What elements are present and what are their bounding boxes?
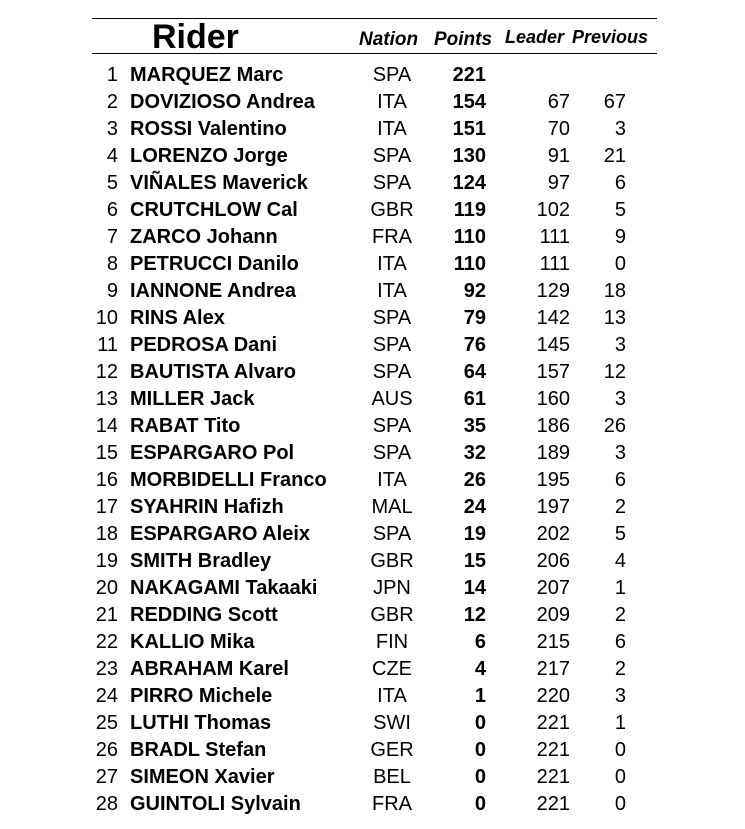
rider-name: SIMEON Xavier <box>130 766 275 788</box>
rider-gap-to-previous: 0 <box>614 739 626 761</box>
rider-position: 27 <box>95 766 118 788</box>
rider-points: 6 <box>474 631 486 653</box>
rider-name: DOVIZIOSO Andrea <box>130 91 315 113</box>
rider-name: REDDING Scott <box>130 604 278 626</box>
rider-gap-to-previous: 5 <box>614 199 626 221</box>
rider-gap-to-previous: 12 <box>603 361 626 383</box>
table-row <box>0 575 745 602</box>
rider-gap-to-previous: 18 <box>603 280 626 302</box>
column-header-points: Points <box>434 29 493 50</box>
rider-gap-to-leader: 111 <box>539 253 570 275</box>
rider-nation: JPN <box>373 577 411 599</box>
rider-gap-to-leader: 197 <box>536 496 570 518</box>
rider-position: 4 <box>106 145 118 167</box>
rider-points: 124 <box>452 172 486 194</box>
rider-position: 21 <box>95 604 118 626</box>
rider-nation: FRA <box>372 793 412 815</box>
rider-gap-to-leader: 221 <box>536 766 570 788</box>
rider-points: 151 <box>452 118 486 140</box>
rider-gap-to-previous: 26 <box>603 415 626 437</box>
rider-gap-to-leader: 195 <box>536 469 570 491</box>
rider-name: RINS Alex <box>130 307 225 329</box>
rider-points: 154 <box>452 91 486 113</box>
rider-position: 12 <box>95 361 118 383</box>
rider-gap-to-previous: 9 <box>614 226 626 248</box>
table-row <box>0 278 745 305</box>
rider-nation: GER <box>370 739 414 761</box>
table-row <box>0 521 745 548</box>
table-row <box>0 791 745 818</box>
rider-name: ESPARGARO Pol <box>130 442 295 464</box>
rider-gap-to-previous: 3 <box>614 442 626 464</box>
rider-name: LORENZO Jorge <box>130 145 288 167</box>
rider-gap-to-leader: 129 <box>536 280 570 302</box>
rider-gap-to-previous: 5 <box>614 523 626 545</box>
rider-position: 3 <box>106 118 118 140</box>
rider-gap-to-leader: 67 <box>547 91 570 113</box>
rider-gap-to-leader: 220 <box>536 685 570 707</box>
table-row <box>0 251 745 278</box>
rider-nation: ITA <box>377 91 407 113</box>
table-row <box>0 710 745 737</box>
rider-gap-to-previous: 21 <box>603 145 626 167</box>
rider-points: 26 <box>463 469 486 491</box>
rider-nation: FRA <box>372 226 412 248</box>
rider-position: 20 <box>95 577 118 599</box>
rider-gap-to-previous: 2 <box>614 604 626 626</box>
rider-points: 0 <box>474 793 486 815</box>
rider-points: 19 <box>463 523 486 545</box>
rider-points: 221 <box>452 64 486 86</box>
column-header-rider: Rider <box>152 18 239 56</box>
rider-gap-to-previous: 0 <box>614 766 626 788</box>
rider-name: ZARCO Johann <box>130 226 278 248</box>
rider-position: 6 <box>106 199 118 221</box>
rider-nation: ITA <box>377 253 407 275</box>
rider-name: BAUTISTA Alvaro <box>130 361 296 383</box>
rider-position: 2 <box>106 91 118 113</box>
rider-name: PETRUCCI Danilo <box>130 253 299 275</box>
rider-gap-to-previous: 6 <box>614 631 626 653</box>
rider-position: 7 <box>106 226 118 248</box>
rider-nation: SPA <box>372 145 412 167</box>
rider-gap-to-leader: 102 <box>536 199 570 221</box>
rider-gap-to-previous: 0 <box>614 793 626 815</box>
rider-gap-to-previous: 2 <box>614 658 626 680</box>
rider-position: 14 <box>95 415 118 437</box>
rider-nation: CZE <box>372 658 412 680</box>
rider-nation: SPA <box>372 523 412 545</box>
rider-position: 5 <box>106 172 118 194</box>
rider-points: 79 <box>463 307 486 329</box>
rider-nation: ITA <box>377 685 407 707</box>
rider-nation: SPA <box>372 307 412 329</box>
rider-gap-to-leader: 206 <box>536 550 570 572</box>
rider-name: RABAT Tito <box>130 415 241 437</box>
rider-gap-to-leader: 221 <box>536 793 570 815</box>
rider-gap-to-previous: 3 <box>614 685 626 707</box>
table-row <box>0 224 745 251</box>
rider-nation: SPA <box>372 442 412 464</box>
rider-position: 11 <box>97 334 118 356</box>
rider-name: MILLER Jack <box>130 388 255 410</box>
rider-points: 119 <box>453 199 486 221</box>
rider-points: 32 <box>463 442 486 464</box>
table-row <box>0 683 745 710</box>
rider-name: PIRRO Michele <box>130 685 273 707</box>
rider-gap-to-leader: 221 <box>536 712 570 734</box>
rider-gap-to-previous: 13 <box>603 307 626 329</box>
rider-gap-to-leader: 157 <box>536 361 570 383</box>
rider-gap-to-leader: 91 <box>547 145 570 167</box>
rider-gap-to-leader: 221 <box>536 739 570 761</box>
rider-position: 13 <box>95 388 118 410</box>
rider-gap-to-leader: 186 <box>536 415 570 437</box>
rider-name: IANNONE Andrea <box>130 280 296 302</box>
standings-table-body <box>0 62 745 818</box>
rider-nation: SPA <box>372 334 412 356</box>
table-row <box>0 737 745 764</box>
rider-position: 17 <box>95 496 118 518</box>
rider-name: NAKAGAMI Takaaki <box>130 577 318 599</box>
rider-nation: GBR <box>370 199 414 221</box>
rider-points: 24 <box>463 496 486 518</box>
rider-position: 8 <box>106 253 118 275</box>
rider-name: BRADL Stefan <box>130 739 267 761</box>
rider-name: GUINTOLI Sylvain <box>130 793 301 815</box>
rider-nation: ITA <box>377 469 407 491</box>
rider-points: 0 <box>474 712 486 734</box>
rider-gap-to-leader: 209 <box>536 604 570 626</box>
rider-position: 16 <box>95 469 118 491</box>
rider-gap-to-leader: 145 <box>536 334 570 356</box>
rider-points: 110 <box>453 226 486 248</box>
rider-points: 61 <box>463 388 486 410</box>
table-row <box>0 170 745 197</box>
rider-name: MARQUEZ Marc <box>130 64 284 86</box>
rider-nation: GBR <box>370 550 414 572</box>
rider-nation: SWI <box>373 712 411 734</box>
rider-gap-to-leader: 215 <box>536 631 570 653</box>
rider-name: KALLIO Mika <box>130 631 255 653</box>
rider-name: SMITH Bradley <box>130 550 272 572</box>
rider-name: LUTHI Thomas <box>130 712 272 734</box>
table-row <box>0 89 745 116</box>
rider-gap-to-previous: 6 <box>614 469 626 491</box>
table-row <box>0 413 745 440</box>
table-row <box>0 197 745 224</box>
rider-nation: FIN <box>375 631 409 653</box>
rider-name: ROSSI Valentino <box>130 118 287 140</box>
table-row <box>0 62 745 89</box>
rider-position: 1 <box>106 64 118 86</box>
rider-position: 22 <box>95 631 118 653</box>
rider-points: 130 <box>452 145 486 167</box>
rider-name: PEDROSA Dani <box>130 334 278 356</box>
rider-gap-to-leader: 142 <box>536 307 570 329</box>
rider-nation: GBR <box>370 604 414 626</box>
rider-name: MORBIDELLI Franco <box>130 469 327 491</box>
rider-nation: MAL <box>371 496 413 518</box>
rider-points: 0 <box>474 766 486 788</box>
rider-points: 4 <box>474 658 486 680</box>
rider-gap-to-previous: 67 <box>603 91 626 113</box>
rider-gap-to-previous: 1 <box>614 577 626 599</box>
table-row <box>0 386 745 413</box>
rider-gap-to-previous: 3 <box>614 118 626 140</box>
table-row <box>0 656 745 683</box>
table-row <box>0 116 745 143</box>
rider-position: 9 <box>106 280 118 302</box>
rider-gap-to-previous: 3 <box>614 388 626 410</box>
rider-gap-to-previous: 6 <box>614 172 626 194</box>
rider-gap-to-leader: 160 <box>536 388 570 410</box>
rider-nation: SPA <box>372 172 412 194</box>
rider-position: 25 <box>95 712 118 734</box>
rider-position: 19 <box>95 550 118 572</box>
rider-nation: ITA <box>377 280 407 302</box>
rider-points: 110 <box>453 253 486 275</box>
rider-nation: AUS <box>371 388 413 410</box>
rider-gap-to-leader: 70 <box>547 118 570 140</box>
table-row <box>0 629 745 656</box>
rider-name: CRUTCHLOW Cal <box>130 199 298 221</box>
table-row <box>0 359 745 386</box>
rider-points: 76 <box>463 334 486 356</box>
rider-gap-to-previous: 2 <box>614 496 626 518</box>
rider-gap-to-previous: 4 <box>614 550 626 572</box>
rider-gap-to-leader: 97 <box>547 172 570 194</box>
rider-points: 64 <box>463 361 486 383</box>
rider-gap-to-leader: 207 <box>536 577 570 599</box>
rider-name: ESPARGARO Aleix <box>130 523 311 545</box>
rider-position: 26 <box>95 739 118 761</box>
table-row <box>0 548 745 575</box>
table-row <box>0 764 745 791</box>
rider-gap-to-previous: 0 <box>614 253 626 275</box>
table-row <box>0 440 745 467</box>
column-header-leader: Leader <box>505 27 565 47</box>
rider-points: 92 <box>463 280 486 302</box>
table-row <box>0 602 745 629</box>
rider-gap-to-leader: 217 <box>536 658 570 680</box>
rider-gap-to-previous: 3 <box>614 334 626 356</box>
rider-nation: ITA <box>377 118 407 140</box>
table-row <box>0 467 745 494</box>
rider-gap-to-leader: 111 <box>539 226 570 248</box>
rider-nation: SPA <box>372 64 412 86</box>
rider-name: ABRAHAM Karel <box>130 658 289 680</box>
rider-position: 28 <box>95 793 118 815</box>
rider-gap-to-previous: 1 <box>614 712 626 734</box>
rider-points: 15 <box>463 550 486 572</box>
table-row <box>0 143 745 170</box>
column-header-nation: Nation <box>359 29 419 50</box>
rider-position: 24 <box>95 685 118 707</box>
rider-points: 12 <box>463 604 486 626</box>
rider-points: 14 <box>463 577 486 599</box>
table-row <box>0 494 745 521</box>
column-header-previous: Previous <box>572 27 649 47</box>
rider-points: 0 <box>474 739 486 761</box>
rider-nation: SPA <box>372 415 412 437</box>
rider-position: 23 <box>95 658 118 680</box>
rider-gap-to-leader: 189 <box>536 442 570 464</box>
rider-nation: BEL <box>373 766 411 788</box>
rider-nation: SPA <box>372 361 412 383</box>
rider-position: 18 <box>95 523 118 545</box>
rider-position: 15 <box>95 442 118 464</box>
rider-position: 10 <box>95 307 118 329</box>
rider-points: 1 <box>474 685 486 707</box>
rider-points: 35 <box>463 415 486 437</box>
rider-name: VIÑALES Maverick <box>130 172 308 194</box>
table-row <box>0 305 745 332</box>
table-row <box>0 332 745 359</box>
rider-name: SYAHRIN Hafizh <box>130 496 284 518</box>
rider-gap-to-leader: 202 <box>536 523 570 545</box>
